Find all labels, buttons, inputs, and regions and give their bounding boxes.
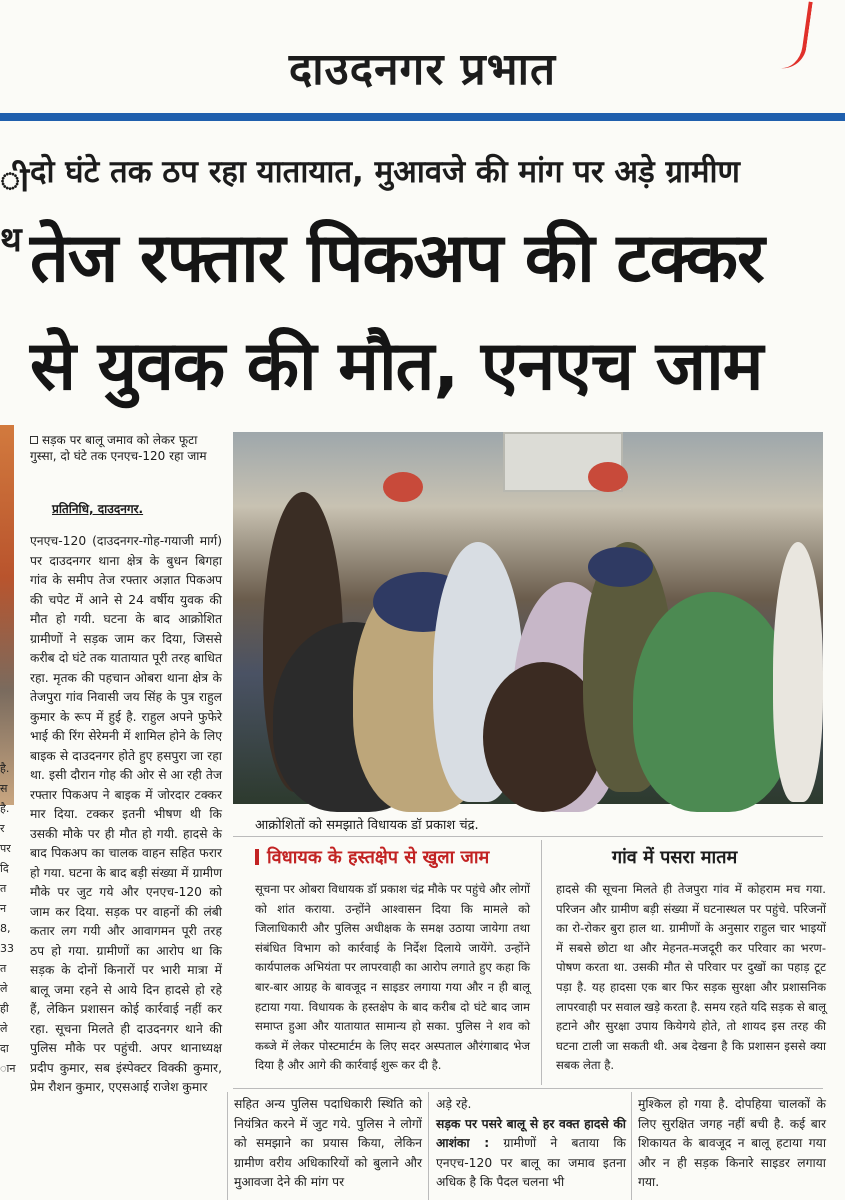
section-divider: [233, 836, 823, 837]
fragment-text: दा: [0, 1042, 9, 1055]
fragment-text: है.: [0, 802, 10, 815]
inline-subheading: सड़क पर पसरे बालू से हर वक्त हादसे की आशंका :: [436, 1116, 626, 1150]
news-photo: [233, 432, 823, 804]
fragment-text: है.: [0, 762, 10, 775]
article-summary: [30, 432, 220, 464]
article-body-column-1: एनएच-120 (दाउदनगर-गोह-गयाजी मार्ग) पर दाउदनगर थाना क्षेत्र के बुधन बिगहा गांव के समीप तेज रफ्तार अज्ञात पिकअप की चपेट में आने से 24 वर्षीय युवक की मौत हो गयी. घटना के बाद आक्रोशित ग्रामीणों ने सड़क जाम कर दिया, जिससे करीब दो घंटे तक यातायात पूरी तरह बाधित रहा. मृतक की पहचान ओबरा थाना क्षेत्र के तेजपुरा गांव निवासी जय सिंह के पुत्र राहुल कुमार के रूप में हुई है. राहुल अपने फुफेरे भाई की रिंग सेरेमनी में शामिल होने के लिए बाइक से दाउदनगर होते हुए हसपुरा जा रहा था. इसी दौरान गोह की ओर से आ रही तेज रफ्तार पिकअप ने बाइक में जोरदार टक्कर मार दिया. टक्कर इतनी भीषण थी कि उसकी मौके पर ही मौत हो गयी. हादसे के बाद पिकअप का चालक वाहन सहित फरार हो गया. घटना के बाद बड़ी संख्या में ग्रामीण मौके पर जुट गये और एनएच-120 को जाम कर दिया. सड़क पर वाहनों की लंबी कतार लग गयी और आवागमन पूरी तरह ठप हो गया. ग्रामीणों का आरोप था कि सड़क के दोनों किनारों पर भारी मात्रा में बालू जमा रहने से आये दिन हादसे हो रहे हैं, लेकिन प्रशासन कोई कार्रवाई नहीं कर रहा. सूचना मिलते ही दाउदनगर थाने की पुलिस मौके पर पहुंची. अपर थानाध्यक्ष प्रदीप कुमार, सब इंस्पेक्टर विक्की कुमार, प्रेम रौशन कुमार, एएसआई राजेश कुमार: [30, 534, 222, 1094]
fragment-text: र: [0, 822, 5, 835]
fragment-text: त: [0, 882, 7, 895]
headline-line: से युवक की मौत, एनएच जाम: [30, 327, 763, 406]
fragment-text: दि: [0, 862, 9, 875]
fragment-text: पर: [0, 842, 11, 855]
fragment-text: 8,: [0, 922, 11, 935]
newspaper-section-title: दाउदनगर प्रभात: [288, 44, 557, 95]
fragment-text: स: [0, 782, 8, 795]
fragment-text: ही: [0, 1002, 9, 1015]
fragment-text: ले: [0, 1022, 8, 1035]
person-shape: [773, 542, 823, 802]
body-text: अड़े रहे.: [436, 1097, 472, 1111]
summary-text: सड़क पर बालू जमाव को लेकर फूटा गुस्सा, दो घंटे तक एनएच-120 रहा जाम: [30, 433, 207, 463]
section-divider: [233, 1088, 823, 1089]
article-headline: [30, 205, 830, 421]
photo-caption: आक्रोशितों को समझाते विधायक डॉ प्रकाश चंद्र.: [255, 818, 479, 833]
fragment-text: न: [0, 902, 7, 915]
fragment-text: ान: [0, 1062, 16, 1075]
article-byline: प्रतिनिधि, दाउदनगर.: [52, 502, 144, 516]
article-kicker: दो घंटे तक ठप रहा यातायात, मुआवजे की मांग पर अड़े ग्रामीण: [30, 154, 740, 190]
turban-shape: [588, 462, 628, 492]
subheading-mla-intervention: विधायक के हस्तक्षेप से खुला जाम: [255, 845, 489, 869]
column-divider: [631, 1092, 632, 1200]
article-body-column-4: मुश्किल हो गया है. दोपहिया चालकों के लिए सुरक्षित जगह नहीं बची है. कई बार शिकायत के बावजूद न बालू हटाया गया और न ही सड़क किनारे साइडर लगाया गया.: [638, 1097, 826, 1189]
fragment-text: ी: [0, 160, 30, 200]
fragment-text: ले: [0, 982, 8, 995]
person-shape: [633, 592, 793, 812]
fragment-text: 33: [0, 942, 14, 955]
article-body-column-2: सहित अन्य पुलिस पदाधिकारी स्थिति को नियंत्रित करने में जुट गये. पुलिस ने लोगों को समझाने का प्रयास किया, लेकिन ग्रामीण वरीय अधिकारियों को बुलाने और मुआवजा देने की मांग पर: [234, 1097, 422, 1189]
column-divider: [541, 840, 542, 1085]
mla-intervention-text: सूचना पर ओबरा विधायक डॉ प्रकाश चंद्र मौके पर पहुंचे और लोगों को शांत कराया. उन्होंने आश्वासन दिया कि मामले को जिलाधिकारी और पुलिस अधीक्षक के समक्ष उठाया जायेगा तथा संबंधित विभाग को कार्रवाई के निर्देश दिलाये जायेंगे. उन्होंने कार्यपालक अभियंता पर लापरवाही का आरोप लगाते हुए कहा कि बार-बार आग्रह के बावजूद न साइडर लगाया गया और न ही बालू हटाया गया. विधायक के हस्तक्षेप के बाद करीब दो घंटे बाद जाम समाप्त हुआ और यातायात सामान्य हो सका. पुलिस ने शव को कब्जे में लेकर पोस्टमार्टम के लिए सदर अस्पताल औरंगाबाद भेज दिया है और आगे की कार्रवाई शुरू कर दी है.: [255, 882, 530, 1073]
turban-shape: [383, 472, 423, 502]
fragment-text: त: [0, 962, 7, 975]
fragment-text: थ: [0, 220, 22, 260]
article-body-column-3: [436, 1095, 626, 1193]
headline-line: तेज रफ्तार पिकअप की टक्कर: [30, 219, 764, 298]
subheading-village-mourning: गांव में पसरा मातम: [612, 847, 738, 868]
village-mourning-text: हादसे की सूचना मिलते ही तेजपुरा गांव में कोहराम मच गया. परिजन और ग्रामीण बड़ी संख्या में घटनास्थल पर पहुंचे. परिजनों का रो-रोकर बुरा हाल था. ग्रामीणों के अनुसार राहुल चार भाइयों में सबसे छोटा था और मेहनत-मजदूरी कर परिवार का भरण-पोषण करता था. उसकी मौत से परिवार पर दुखों का पहाड़ टूट पड़ा है. यह हादसा एक बार फिर सड़क सुरक्षा और प्रशासनिक लापरवाही पर सवाल खड़े करता है. समय रहते यदि सड़क से बालू हटाने और सुरक्षा उपाय कियेगये होते, तो शायद इस तरह की घटना टाली जा सकती थी. अब देखना है कि प्रशासन इससे क्या सबक लेता है.: [556, 882, 826, 1073]
police-cap-shape: [588, 547, 653, 587]
bullet-icon: [30, 436, 38, 444]
adjacent-photo: [0, 425, 14, 805]
adjacent-column-strip: [0, 135, 30, 1200]
column-divider: [227, 1092, 228, 1200]
masthead-rule: [0, 113, 845, 121]
masthead: [0, 30, 845, 110]
column-divider: [428, 1092, 429, 1200]
body-text: ग्रामीणों ने बताया कि एनएच-120 पर बालू का जमाव इतना अधिक है कि पैदल चलना भी: [436, 1136, 626, 1189]
